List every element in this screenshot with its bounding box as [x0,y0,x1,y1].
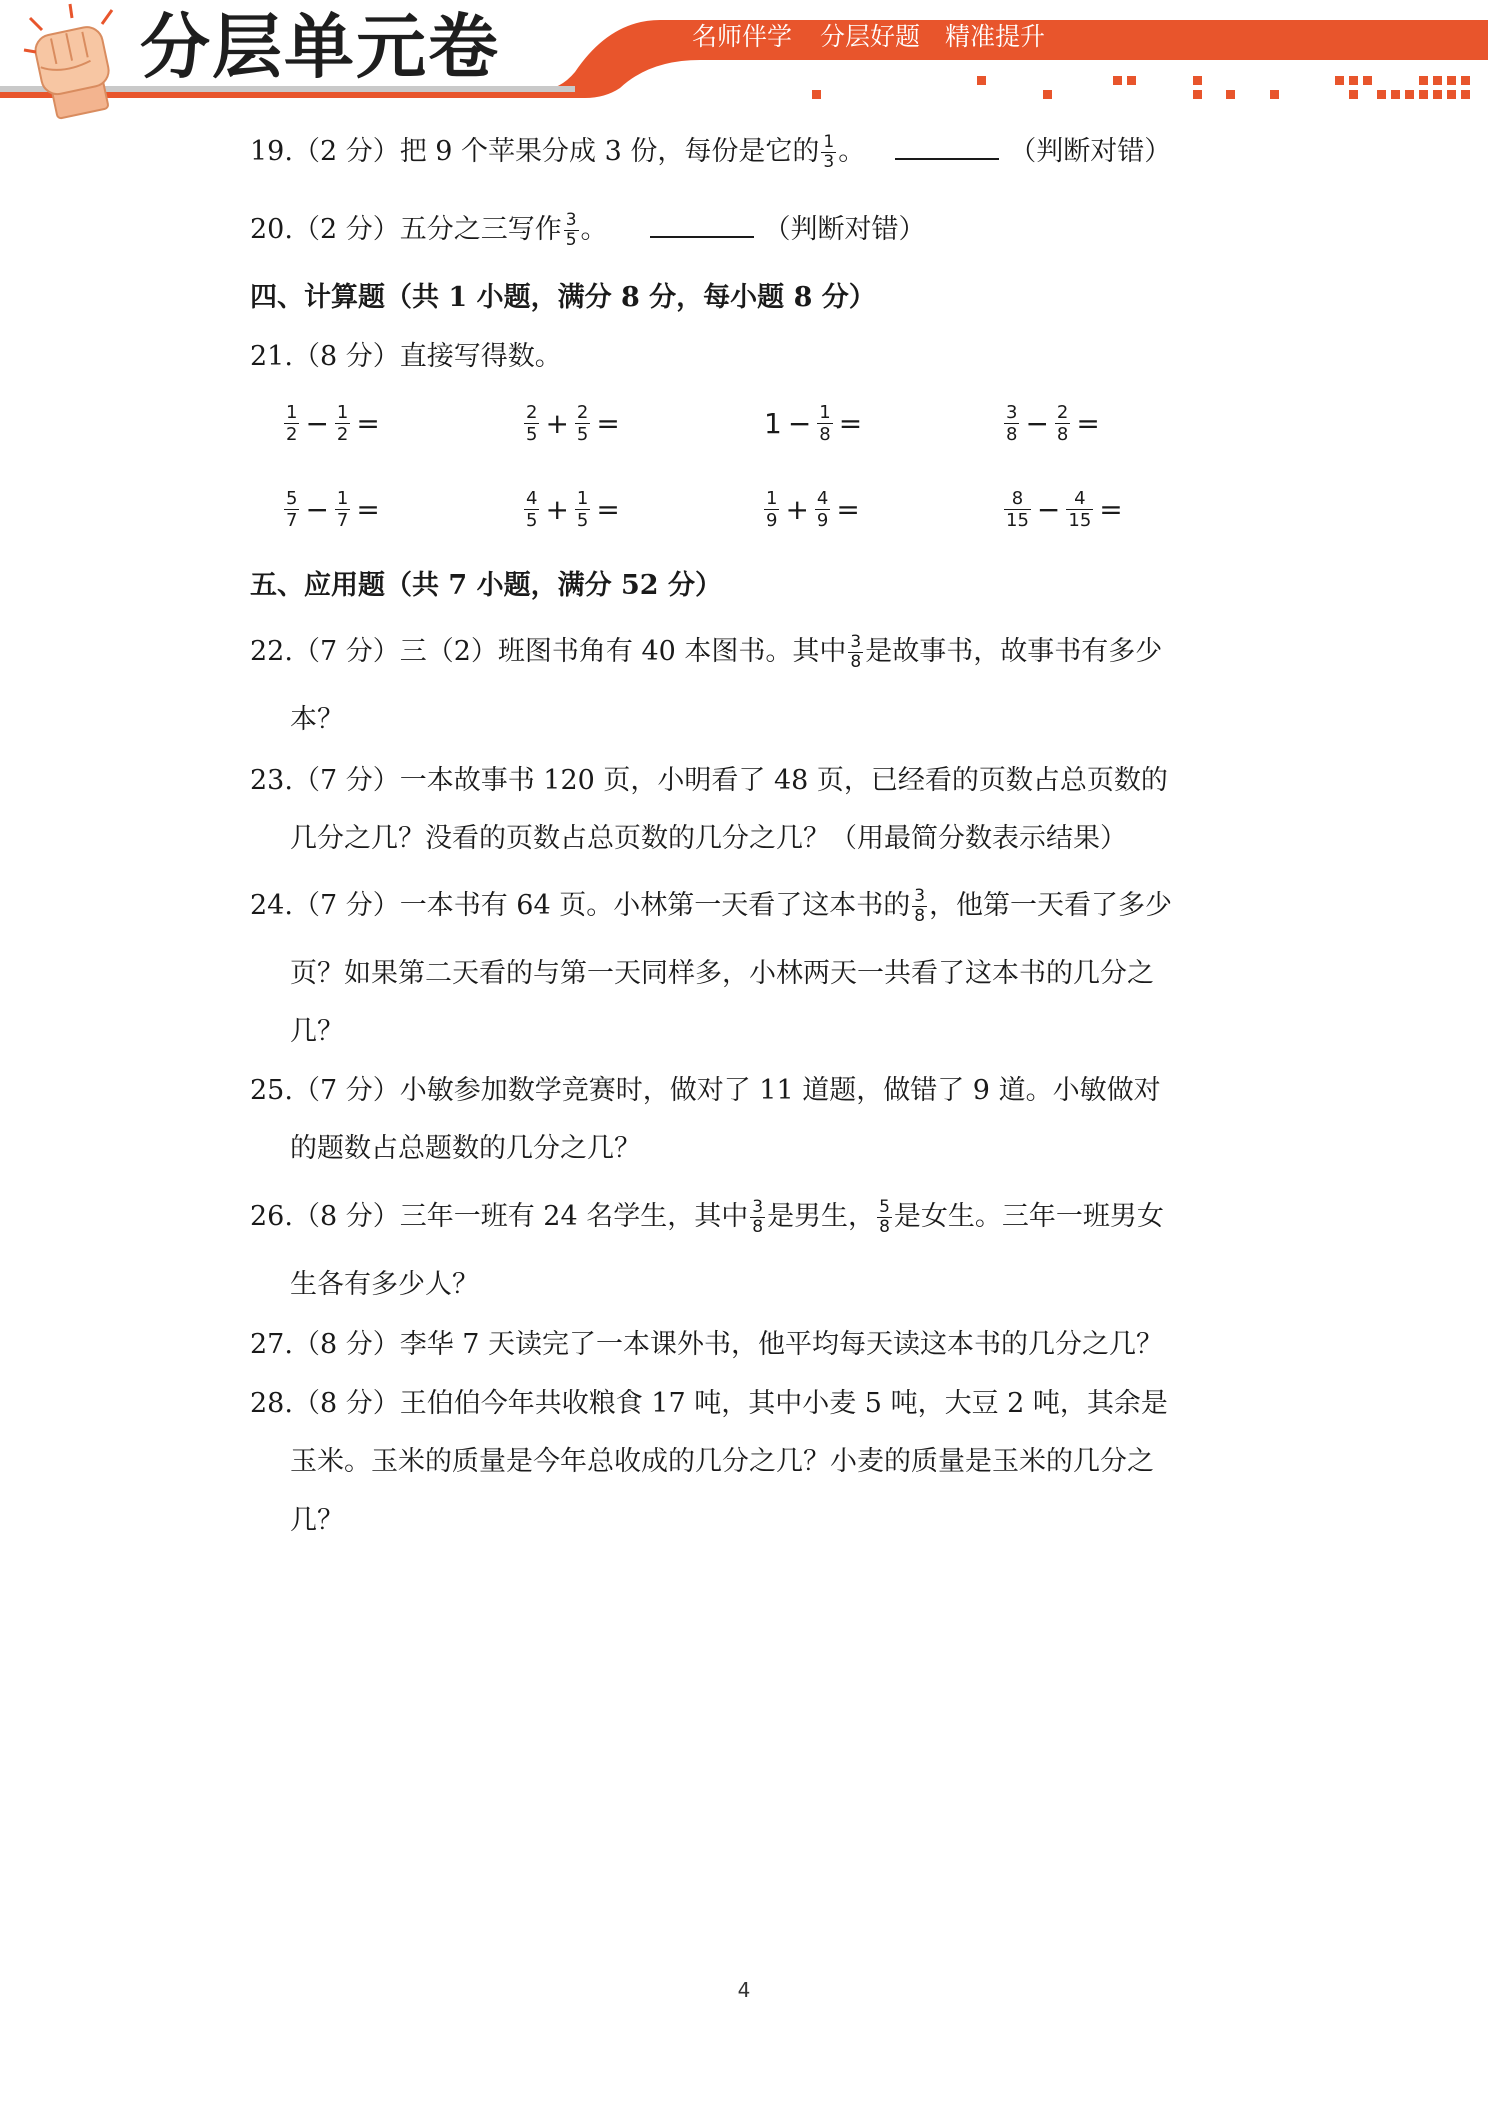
question-23: 23.（7 分）一本故事书 120 页，小明看了 48 页，已经看的页数占总页数的 [250,765,1168,796]
fraction: $\frac{5}{8}$ [879,1197,890,1237]
fraction: $\frac{3}{8}$ [752,1197,764,1237]
section-4-heading: 四、计算题（共 1 小题，满分 8 分，每小题 8 分） [250,282,876,313]
question-22-cont: 本？ [290,704,344,735]
calc-item-5: $\frac{5}{7}$ − $\frac{1}{7}$ = [286,488,380,531]
question-26-cont: 生各有多少人？ [290,1269,479,1300]
question-28: 28.（8 分）王伯伯今年共收粮食 17 吨，其中小麦 5 吨，大豆 2 吨，其余是 [250,1388,1168,1419]
page-number: 4 [737,1978,751,2002]
section-5-heading: 五、应用题（共 7 小题，满分 52 分） [250,570,722,601]
question-24-cont-2: 几？ [290,1016,344,1047]
question-23-cont: 几分之几？没看的页数占总页数的几分之几？（用最简分数表示结果） [290,823,1127,854]
calc-item-8: $\frac{8}{15}$ − $\frac{4}{15}$ = [1006,488,1123,531]
calc-item-1: $\frac{1}{2}$ − $\frac{1}{2}$ = [286,402,380,445]
question-22: 22.（7 分）三（2）班图书角有 40 本图书。其中 $\frac{3}{8}$ 是故事书，故事书有多少 [250,632,1163,672]
question-26: 26.（8 分）三年一班有 24 名学生，其中 $\frac{3}{8}$ 是男生， $\frac{5}{8}$ 是女生。三年一班男女 [250,1197,1164,1237]
calc-item-6: $\frac{4}{5}$ + $\frac{1}{5}$ = [526,488,620,531]
slogan-1: 名师伴学 [692,22,793,51]
question-28-cont-1: 玉米。玉米的质量是今年总收成的几分之几？小麦的质量是玉米的几分之 [290,1446,1154,1477]
calc-item-7: $\frac{1}{9}$ + $\frac{4}{9}$ = [766,488,860,531]
fraction: $\frac{3}{8}$ [850,632,862,672]
fraction: $\frac{1}{3}$ [823,132,835,172]
fraction: $\frac{3}{5}$ [565,210,577,250]
question-21-title: 21.（8 分）直接写得数。 [250,341,562,372]
fraction: $\frac{3}{8}$ [914,886,926,926]
slogan-3: 精准提升 [945,22,1046,51]
question-27: 27.（8 分）李华 7 天读完了一本课外书，他平均每天读这本书的几分之几？ [250,1329,1164,1360]
question-24: 24.（7 分）一本书有 64 页。小林第一天看了这本书的 $\frac{3}{8}$ ，他第一天看了多少 [250,886,1173,926]
question-25-cont: 的题数占总题数的几分之几？ [290,1133,641,1164]
calc-item-2: $\frac{2}{5}$ + $\frac{2}{5}$ = [526,402,620,445]
calc-item-4: $\frac{3}{8}$ − $\frac{2}{8}$ = [1006,402,1100,445]
page-header [0,0,1488,130]
question-20: 20.（2 分）五分之三写作 $\frac{3}{5}$ 。 （判断对错） [250,210,926,250]
question-19: 19.（2 分）把 9 个苹果分成 3 份，每份是它的 $\frac{1}{3}$ 。 （判断对错） [250,132,1172,172]
question-24-cont-1: 页？如果第二天看的与第一天同样多，小林两天一共看了这本书的几分之 [290,958,1154,989]
calc-item-3: 1 − $\frac{1}{8}$ = [764,402,863,445]
fist-logo-icon [20,0,130,120]
question-28-cont-2: 几？ [290,1505,344,1536]
question-25: 25.（7 分）小敏参加数学竞赛时，做对了 11 道题，做错了 9 道。小敏做对 [250,1075,1161,1106]
brand-title: 分层单元卷 [140,6,500,88]
answer-blank-20[interactable] [650,210,754,238]
slogan-2: 分层好题 [820,22,921,51]
answer-blank-19[interactable] [895,132,999,160]
